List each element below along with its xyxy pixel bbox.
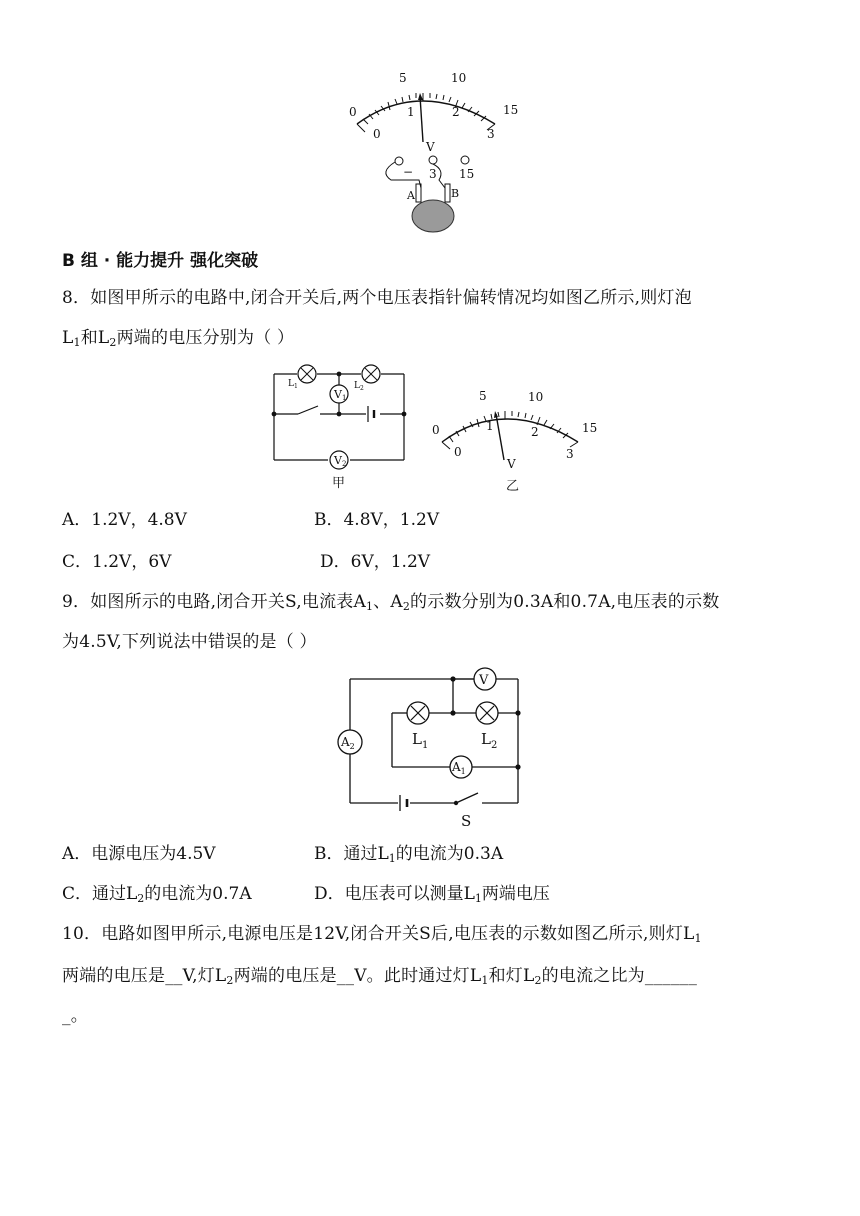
caption-jia: 甲 <box>332 476 346 491</box>
svg-text:15: 15 <box>582 421 598 435</box>
q10-line-1: 10．电路如图甲所示,电源电压是12V,闭合开关S后,电压表的示数如图乙所示,则灯$L_1$ <box>62 924 702 945</box>
q10-line-2: 两端的电压是__V,灯$L_2$两端的电压是__V。此时通过灯$L_1$和灯$L_2$的电流之比为______ <box>62 966 698 987</box>
top-meter-contact-b: B <box>451 187 460 200</box>
switch-s-label: S <box>461 812 472 830</box>
top-meter-terminal-3: 3 <box>429 167 437 181</box>
top-meter-scale-5: 5 <box>399 71 407 85</box>
q8-option-c[interactable]: C．1.2V，6V <box>62 552 172 572</box>
q8-option-d[interactable]: D．6V，1.2V <box>320 552 431 572</box>
svg-text:0: 0 <box>454 445 462 459</box>
q9-option-a[interactable]: A．电源电压为4.5V <box>62 844 216 864</box>
svg-text:5: 5 <box>479 389 487 403</box>
svg-text:V2: V2 <box>334 454 347 468</box>
q9-line-2: 为4.5V,下列说法中错误的是（ ） <box>62 632 317 652</box>
top-meter-contact-a: A <box>407 189 415 202</box>
q8-option-a[interactable]: A．1.2V，4.8V <box>62 510 187 530</box>
svg-text:10: 10 <box>528 390 544 404</box>
svg-text:2: 2 <box>531 425 539 439</box>
q8-line-2: $L_1$和$L_2$两端的电压分别为（ ） <box>62 328 295 349</box>
top-meter-terminal-minus: − <box>403 165 414 179</box>
q9-circuit <box>332 666 532 832</box>
top-meter-lower-3: 3 <box>487 127 495 141</box>
svg-text:1: 1 <box>486 419 494 433</box>
svg-text:L1: $L_1$ <box>412 730 429 751</box>
top-meter-scale-15: 15 <box>503 103 519 117</box>
q10-line-3: _。 <box>62 1006 88 1026</box>
top-meter-scale-0: 0 <box>349 105 357 119</box>
q9-option-b[interactable]: B．通过$L_1$的电流为0.3A <box>314 844 504 865</box>
battery-icon <box>412 200 454 232</box>
q8-option-b[interactable]: B．4.8V，1.2V <box>314 510 440 530</box>
svg-text:A1: $A_1$ <box>452 760 466 776</box>
svg-text:3: 3 <box>566 447 574 461</box>
top-meter-lower-2: 2 <box>452 105 460 119</box>
svg-text:V: V <box>479 673 489 688</box>
top-meter-lower-0: 0 <box>373 127 381 141</box>
top-meter-terminal-15: 15 <box>459 167 475 181</box>
svg-text:L2: $L_2$ <box>354 381 364 392</box>
svg-text:L2: $L_2$ <box>481 730 498 751</box>
q9-option-c[interactable]: C．通过$L_2$的电流为0.7A <box>62 884 252 905</box>
top-meter-unit: V <box>426 140 435 154</box>
caption-yi: 乙 <box>506 479 520 494</box>
svg-text:L1: $L_1$ <box>288 379 298 390</box>
top-meter-needle <box>420 96 423 142</box>
top-voltmeter-figure <box>335 66 525 236</box>
svg-text:0: 0 <box>432 423 440 437</box>
q8-line-1: 8．如图甲所示的电路中,闭合开关后,两个电压表指针偏转情况均如图乙所示,则灯泡 <box>62 288 692 308</box>
q8-meter-needle <box>496 414 504 460</box>
q8-circuit-jia <box>270 364 410 494</box>
top-meter-lower-1: 1 <box>407 105 415 119</box>
svg-text:V1: V1 <box>334 388 347 402</box>
svg-text:A2: $A_2$ <box>341 735 355 751</box>
top-meter-scale-10: 10 <box>451 71 467 85</box>
section-title: B 组 · 能力提升 强化突破 <box>62 251 259 271</box>
q9-option-d[interactable]: D．电压表可以测量$L_1$两端电压 <box>314 884 550 905</box>
svg-text:V: V <box>507 457 516 471</box>
q9-line-1: 9．如图所示的电路,闭合开关S,电流表$A_1$、$A_2$的示数分别为0.3A和0.7A,电压表的示数 <box>62 592 720 613</box>
q8-meter-yi <box>424 384 604 494</box>
